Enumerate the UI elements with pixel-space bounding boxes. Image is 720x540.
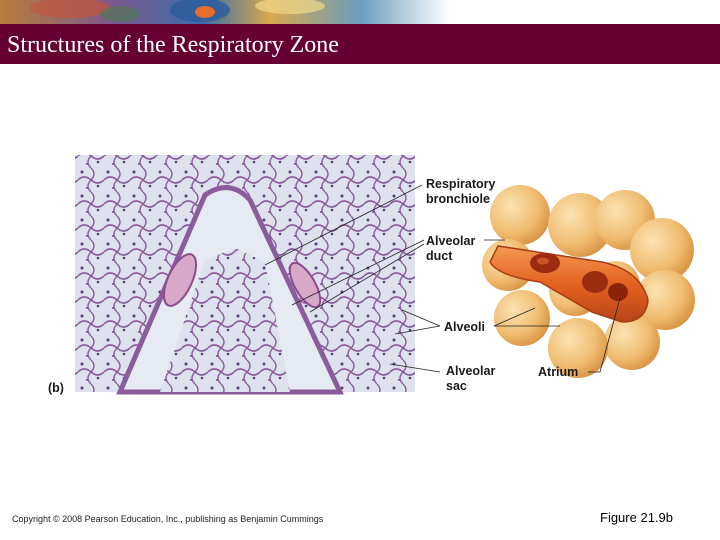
label-atrium: Atrium bbox=[538, 365, 579, 379]
figure-reference: Figure 21.9b bbox=[600, 510, 673, 525]
alveolar-illustration bbox=[482, 185, 695, 378]
slide-title: Structures of the Respiratory Zone bbox=[7, 32, 339, 58]
panel-label: (b) bbox=[48, 381, 64, 395]
micrograph bbox=[75, 155, 415, 392]
label-alveolar-sac-line2: sac bbox=[446, 379, 467, 393]
label-respiratory-bronchiole-line1: Respiratory bbox=[426, 177, 496, 191]
label-alveolar-sac-line1: Alveolar bbox=[446, 364, 496, 378]
label-respiratory-bronchiole-line2: bronchiole bbox=[426, 192, 490, 206]
label-alveolar-duct-line1: Alveolar bbox=[426, 234, 476, 248]
label-alveolar-duct-line2: duct bbox=[426, 249, 453, 263]
label-alveoli: Alveoli bbox=[444, 320, 485, 334]
copyright-notice: Copyright © 2008 Pearson Education, Inc., publishing as Benjamin Cummings bbox=[12, 514, 324, 524]
